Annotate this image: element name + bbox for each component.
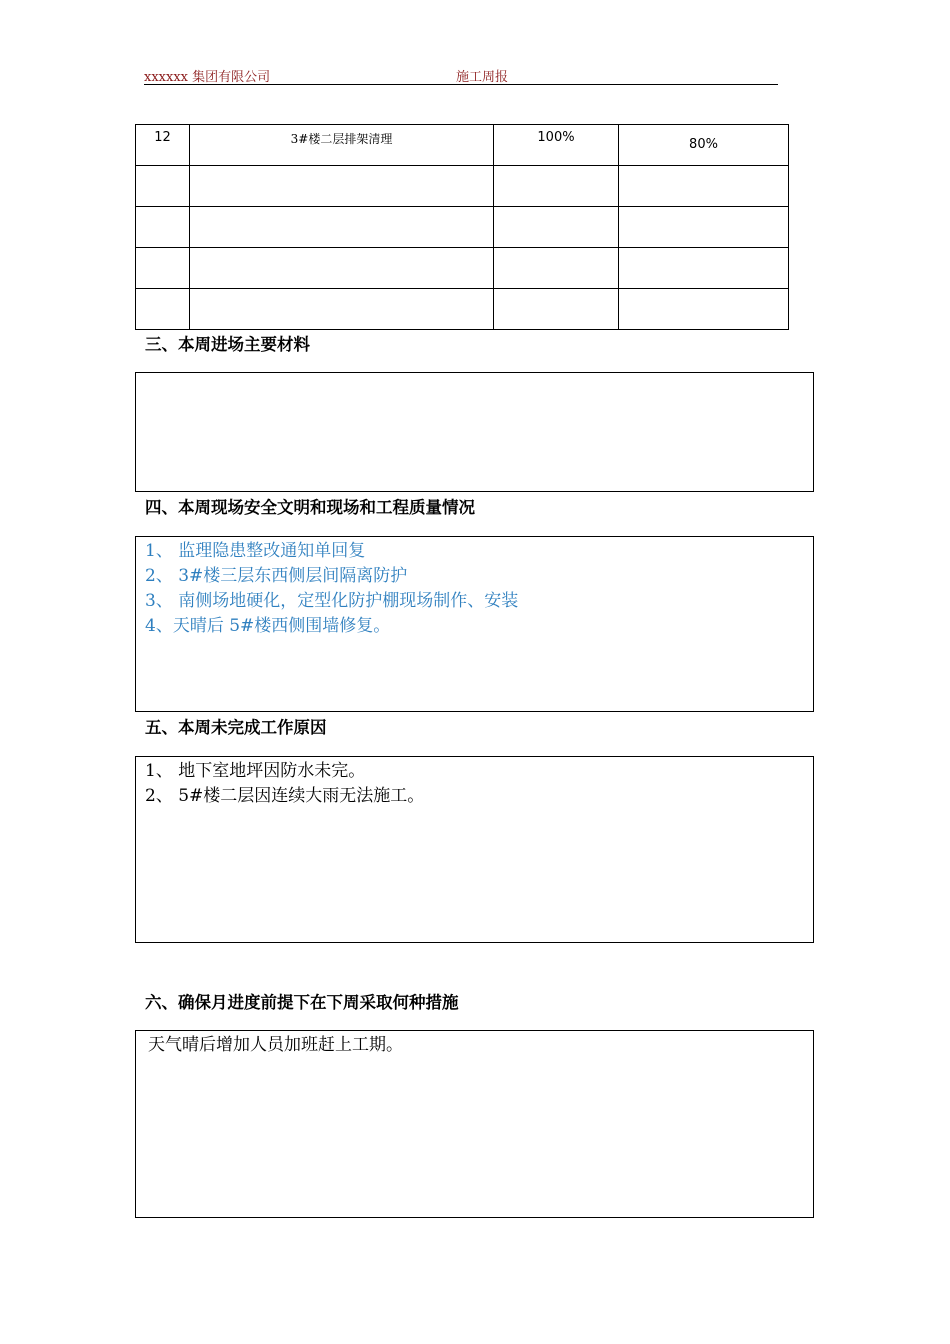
materials-heading: 三、本周进场主要材料 bbox=[145, 335, 310, 354]
actual-percent-cell bbox=[619, 289, 789, 330]
table-row bbox=[136, 248, 789, 289]
planned-percent-cell bbox=[494, 248, 619, 289]
safety-line-3: 3、 南侧场地硬化，定型化防护棚现场制作、安装 bbox=[145, 591, 519, 611]
planned-percent-cell bbox=[494, 166, 619, 207]
report-title: 施工周报 bbox=[456, 70, 509, 85]
work-item-cell bbox=[190, 207, 494, 248]
work-item-cell bbox=[190, 166, 494, 207]
reason-line-1: 1、 地下室地坪因防水未完。 bbox=[145, 761, 366, 781]
measure-line-1: 天气晴后增加人员加班赶上工期。 bbox=[148, 1035, 403, 1055]
safety-quality-heading: 四、本周现场安全文明和现场和工程质量情况 bbox=[145, 498, 475, 517]
safety-quality-box bbox=[135, 536, 814, 712]
measures-heading: 六、确保月进度前提下在下周采取何种措施 bbox=[145, 993, 459, 1012]
planned-percent-cell: 100% bbox=[494, 125, 619, 166]
page-header bbox=[144, 66, 778, 85]
table-row bbox=[136, 166, 789, 207]
incomplete-reasons-box bbox=[135, 756, 814, 943]
work-item-cell bbox=[190, 248, 494, 289]
company-name: xxxxxx 集团有限公司 bbox=[144, 70, 271, 85]
work-item-cell bbox=[190, 289, 494, 330]
actual-percent-cell: 80% bbox=[619, 125, 789, 166]
safety-line-4: 4、天晴后 5#楼西侧围墙修复。 bbox=[145, 616, 391, 636]
table-row bbox=[136, 289, 789, 330]
actual-percent-cell bbox=[619, 166, 789, 207]
materials-box bbox=[135, 372, 814, 492]
work-item-cell: 3#楼二层排架清理 bbox=[190, 125, 494, 166]
table-row bbox=[136, 207, 789, 248]
actual-percent-cell bbox=[619, 248, 789, 289]
safety-line-2: 2、 3#楼三层东西侧层间隔离防护 bbox=[145, 566, 408, 586]
measures-box bbox=[135, 1030, 814, 1218]
table-row bbox=[136, 125, 789, 166]
row-number-cell bbox=[136, 166, 190, 207]
planned-percent-cell bbox=[494, 207, 619, 248]
row-number-cell bbox=[136, 289, 190, 330]
row-number-cell bbox=[136, 248, 190, 289]
progress-table bbox=[135, 124, 789, 330]
incomplete-reasons-heading: 五、本周未完成工作原因 bbox=[145, 718, 327, 737]
actual-percent-cell bbox=[619, 207, 789, 248]
safety-line-1: 1、 监理隐患整改通知单回复 bbox=[145, 541, 366, 561]
row-number-cell bbox=[136, 207, 190, 248]
row-number-cell: 12 bbox=[136, 125, 190, 166]
reason-line-2: 2、 5#楼二层因连续大雨无法施工。 bbox=[145, 786, 425, 806]
planned-percent-cell bbox=[494, 289, 619, 330]
